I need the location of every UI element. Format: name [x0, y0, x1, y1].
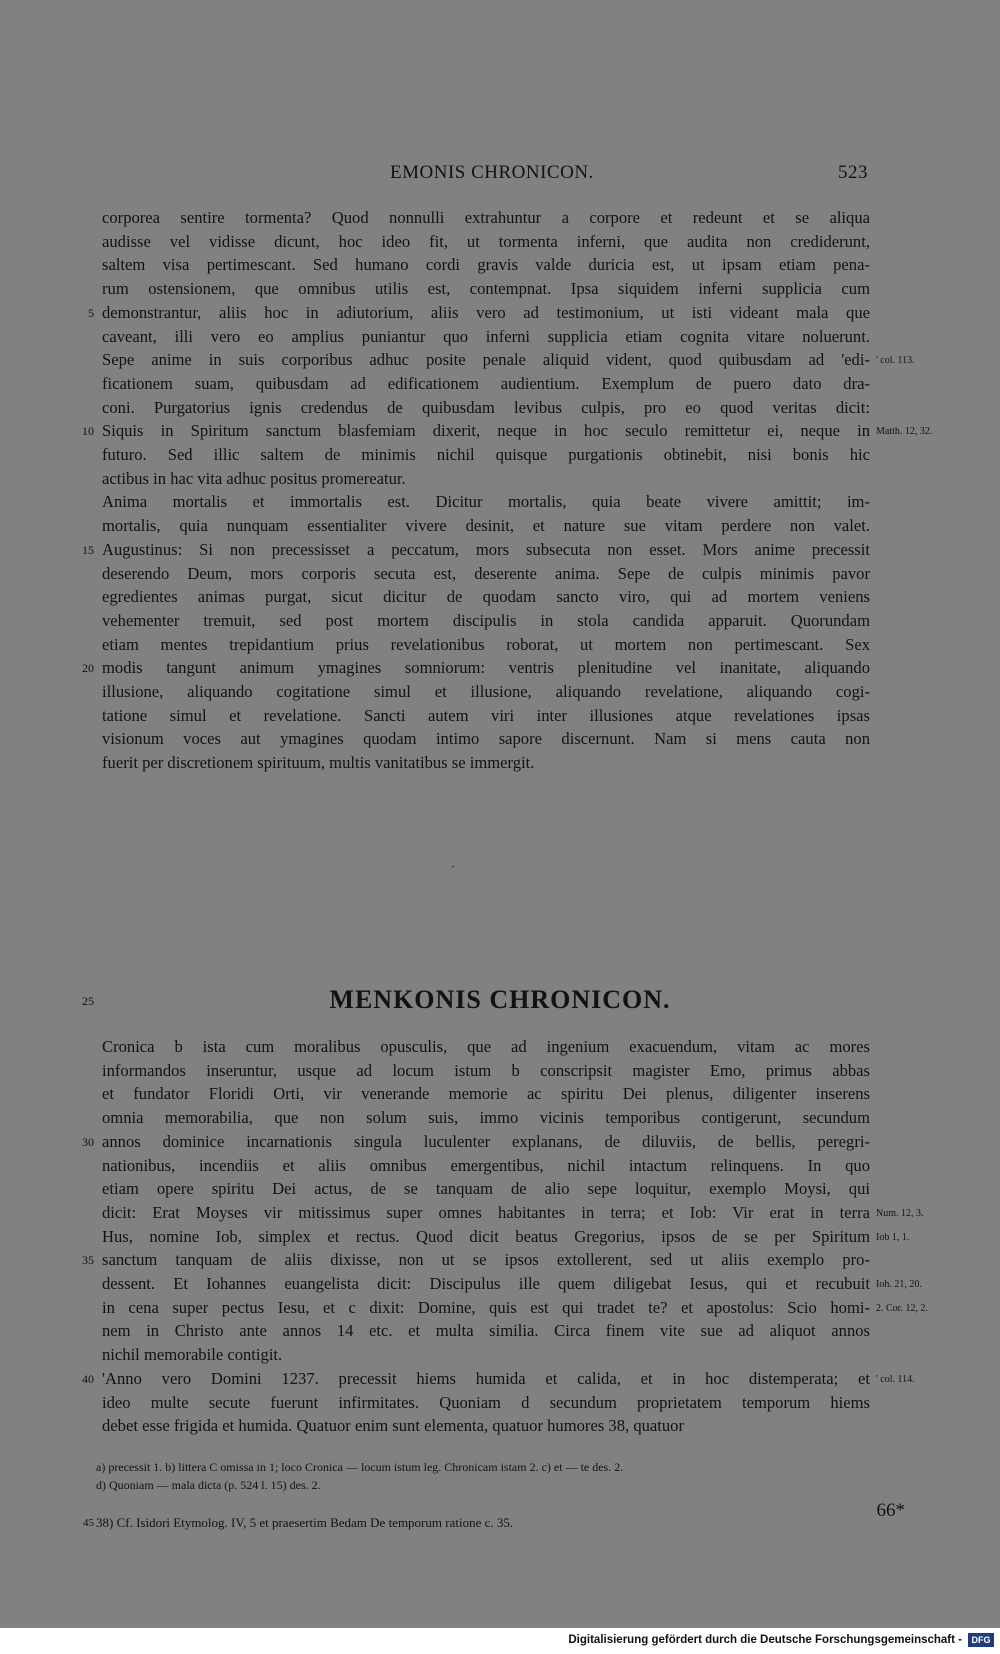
text-line: futuro. Sed illic saltem de minimis nichil quisque purgationis obtinebit, nisi bonis hic — [102, 445, 870, 464]
funding-notice: Digitalisierung gefördert durch die Deutsche Forschungsgemeinschaft - — [568, 1634, 962, 1646]
margin-reference: ' col. 113. — [876, 355, 915, 367]
text-line: Anima mortalis et immortalis est. Dicitur mortalis, quia beate vivere amittit; im- — [102, 492, 870, 512]
text-line: et fundator Floridi Orti, vir venerande memorie ac spiritu Dei plenus, diligenter inserens — [102, 1084, 870, 1104]
margin-reference: Matth. 12, 32. — [876, 426, 933, 438]
line-number: 25 — [82, 994, 94, 1008]
line-number: 30 — [82, 1134, 94, 1149]
text-line: omnia memorabilia, que non solum suis, immo vicinis temporibus contigerunt, secundum — [102, 1108, 870, 1128]
margin-reference: 2. Cor. 12, 2. — [876, 1302, 928, 1314]
scan-speck — [452, 866, 454, 867]
text-line: etiam opere spiritu Dei actus, de se tanquam de alio sepe loquitur, exemplo Moysi, qui — [102, 1179, 870, 1199]
margin-reference: Ioh. 21, 20. — [876, 1279, 922, 1290]
text-line: egredientes animas purgat, sicut dicitur de quodam sancto viro, qui ad mortem veniens — [102, 587, 870, 607]
footnote-line-2: d) Quoniam — mala dicta (p. 524 l. 15) des. 2. — [96, 1478, 321, 1492]
text-line: deserendo Deum, mors corporis secuta est, deserente anima. Sepe de culpis minimis pavor — [102, 563, 870, 583]
text-line: dessent. Et Iohannes euangelista dicit: Discipulus ille quem diligebat Iesus, qui et recubuit — [102, 1274, 870, 1293]
text-line: rum ostensionem, que omnibus utilis est, contempnat. Ipsa siquidem inferni supplicia cum — [102, 279, 870, 299]
text-line: sanctum tanquam de aliis dixisse, non ut se ipsos extollerent, sed ut aliis exemplo pro- — [102, 1250, 870, 1270]
text-line: audisse vel vidisse dicunt, hoc ideo fit, ut tormenta inferni, que audita non crediderunt, — [102, 231, 870, 251]
text-line: Siquis in Spiritum sanctum blasfemiam dixerit, neque in hoc seculo remittetur ei, neque in — [102, 421, 870, 441]
text-line: coni. Purgatorius ignis credendus de quibusdam levibus culpis, pro eo quod veritas dicit: — [102, 397, 870, 417]
section-title: MENKONIS CHRONICON. — [329, 985, 671, 1014]
text-line: nationibus, incendiis et aliis omnibus emergentibus, nichil intactum relinquens. In quo — [102, 1155, 870, 1175]
text-line: in cena super pectus Iesu, et c dixit: Domine, quis est qui tradet te? et apostolus: Scio homi- — [102, 1297, 870, 1317]
text-line: ficationem suam, quibusdam ad edificationem audientium. Exemplum de puero dato dra- — [102, 373, 870, 393]
line-number: 45 — [83, 1517, 94, 1529]
text-line: corporea sentire tormenta? Quod nonnulli extrahuntur a corpore et redeunt et se aliqua — [102, 208, 870, 227]
text-line: caveant, illi vero eo amplius puniantur quo inferni supplicia etiam cognita vitare noluerunt. — [102, 326, 870, 346]
footnote-line-1: a) precessit 1. b) littera C omissa in 1; loco Cronica — locum istum leg. Chronicam istam 2. c) et — te des. 2. — [96, 1460, 624, 1474]
sheet-signature: 66* — [876, 1500, 905, 1521]
line-number: 20 — [82, 661, 94, 676]
text-line: actibus in hac vita adhuc positus promereatur. — [102, 468, 406, 488]
text-line: saltem visa pertimescant. Sed humano cordi gravis valde duricia est, ut ipsam etiam pena- — [102, 255, 870, 275]
text-line: 'Anno vero Domini 1237. precessit hiems humida et calida, et in hoc distemperata; et — [102, 1368, 870, 1388]
running-title: EMONIS CHRONICON. — [390, 162, 594, 183]
text-line: modis tangunt animum ymagines somniorum: ventris plenitudine vel inanitate, aliquando — [102, 658, 870, 678]
line-number: 40 — [82, 1371, 94, 1386]
text-line: etiam mentes trepidantium prius revelationibus roborat, ut mortem non pertimescant. Sex — [102, 634, 870, 654]
line-number: 35 — [82, 1253, 94, 1268]
text-line: ideo multe secute fuerunt infirmitates. Quoniam d secundum proprietatem temporum hiems — [102, 1392, 870, 1412]
text-line: debet esse frigida et humida. Quatuor enim sunt elementa, quatuor humores 38, quatuor — [102, 1416, 685, 1436]
line-number: 5 — [88, 305, 94, 320]
margin-reference: Iob 1, 1. — [876, 1231, 910, 1243]
text-line: illusione, aliquando cogitatione simul et illusione, aliquando revelatione, aliquando cogi- — [102, 682, 870, 701]
text-line: Hus, nomine Iob, simplex et rectus. Quod dicit beatus Gregorius, ipsos de se per Spiritum — [102, 1226, 870, 1246]
text-line: annos dominice incarnationis singula luculenter explanans, de diluviis, de bellis, peregri- — [102, 1131, 870, 1151]
page-number: 523 — [838, 162, 868, 183]
text-line: nichil memorabile contigit. — [102, 1345, 283, 1365]
text-line: nem in Christo ante annos 14 etc. et multa similia. Circa finem vite sue ad aliquot annos — [102, 1321, 870, 1341]
text-line: Sepe anime in suis corporibus adhuc posite penale aliquid vident, quod quibusdam ad 'edi- — [102, 350, 870, 370]
text-line: fuerit per discretionem spirituum, multis vanitatibus se immergit. — [102, 753, 535, 773]
text-line: Augustinus: Si non precessisset a peccatum, mors subsecuta non esset. Mors anime precessit — [102, 539, 870, 559]
dfg-logo: DFG — [968, 1633, 994, 1647]
text-line: mortalis, quia nunquam essentialiter vivere desinit, et nature sue vitam perdere non valet. — [102, 516, 870, 536]
text-line: informandos inseruntur, usque ad locum istum b conscripsit magister Emo, primus abbas — [102, 1060, 870, 1080]
text-line: demonstrantur, aliis hoc in adiutorium, aliis vero ad testimonium, ut isti videant mala que — [102, 302, 870, 322]
text-line: tatione simul et revelatione. Sancti autem viri inter illusiones atque revelationes ipsas — [102, 705, 870, 725]
text-line: dicit: Erat Moyses vir mitissimus super omnes habitantes in terra; et Iob: Vir erat in terra — [102, 1202, 870, 1222]
margin-reference: Num. 12, 3. — [876, 1207, 924, 1219]
text-line: vehementer tremuit, sed post mortem discipulis in stola candida apparuit. Quorundam — [102, 610, 870, 630]
line-number: 15 — [82, 542, 94, 557]
text-line: Cronica b ista cum moralibus opusculis, que ad ingenium exacuendum, vitam ac mores — [102, 1037, 870, 1056]
reference-note: 38) Cf. Isidori Etymolog. IV, 5 et praesertim Bedam De temporum ratione c. 35. — [96, 1515, 514, 1530]
text-line: visionum voces aut ymagines quodam intimo sapore discernunt. Nam si mens cauta non — [102, 729, 870, 749]
margin-reference: ' col. 114. — [876, 1373, 915, 1385]
line-number: 10 — [82, 424, 94, 439]
